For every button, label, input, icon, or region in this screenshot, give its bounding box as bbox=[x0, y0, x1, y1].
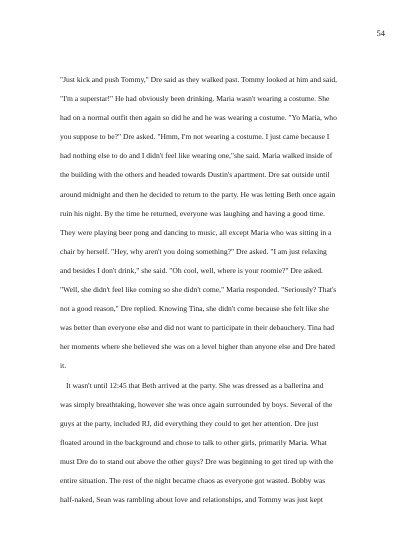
text-line: was simply breathtaking, however she was once again surrounded by boys. Several of the bbox=[60, 399, 333, 409]
text-line: half-naked, Sean was rambling about love and relationships, and Tommy was just kept bbox=[60, 495, 323, 505]
text-line: the building with the others and headed towards Dustin's apartment. Dre sat outside until bbox=[60, 170, 330, 180]
text-line: and besides I don't drink," she said. "Oh cool, well, where is your roomie?" Dre asked. bbox=[60, 265, 323, 275]
text-line: had on a normal outfit then again so did he and he was wearing a costume. "Yo Maria, who bbox=[60, 113, 337, 123]
text-line: ruin his night. By the time he returned, everyone was laughing and having a good time. bbox=[60, 208, 325, 218]
body-text bbox=[60, 70, 360, 509]
text-line: "Just kick and push Tommy," Dre said as they walked past. Tommy looked at him and said, bbox=[60, 75, 338, 84]
text-line: "Well, she didn't feel like coming so she didn't come," Maria responded. "Seriously? That's bbox=[60, 285, 337, 295]
text-line: "I'm a superstar!" He had obviously been drinking. Maria wasn't wearing a costume. She bbox=[60, 94, 330, 104]
text-line: chair by herself. "Hey, why aren't you doing something?" Dre asked. "I am just relaxing bbox=[60, 246, 327, 256]
page-number: 54 bbox=[376, 28, 385, 38]
text-line: They were playing beer pong and dancing to music, all except Maria who was sitting in a bbox=[60, 227, 332, 237]
text-line: around midnight and then he decided to return to the party. He was letting Beth once again bbox=[60, 189, 336, 199]
text-line: it. bbox=[60, 361, 67, 371]
text-line: was better than everyone else and did not want to participate in their debauchery. Tina had bbox=[60, 323, 335, 333]
text-line: had nothing else to do and I didn't feel like wearing one,"she said. Maria walked inside of bbox=[60, 151, 333, 161]
text-line: her moments where she believed she was on a level higher than anyone else and Dre hated bbox=[60, 342, 335, 352]
text-line: It wasn't until 12:45 that Beth arrived at the party. She was dressed as a ballerina and bbox=[66, 380, 324, 390]
text-line: guys at the party, included RJ, did everything they could to get her attention. Dre just bbox=[60, 418, 319, 428]
text-line: not a good reason," Dre replied. Knowing Tina, she didn't come because she felt like she bbox=[60, 304, 329, 314]
text-line: entire situation. The rest of the night became chaos as everyone got wasted. Bobby was bbox=[60, 475, 326, 485]
text-line: floated around in the background and chose to talk to other girls, primarily Maria. What bbox=[60, 437, 327, 447]
text-line: you suppose to be?" Dre asked. "Hmm, I'm not wearing a costume. I just came because I bbox=[60, 132, 330, 142]
text-line: must Dre do to stand out above the other guys? Dre was beginning to get tired up with the bbox=[60, 456, 334, 466]
